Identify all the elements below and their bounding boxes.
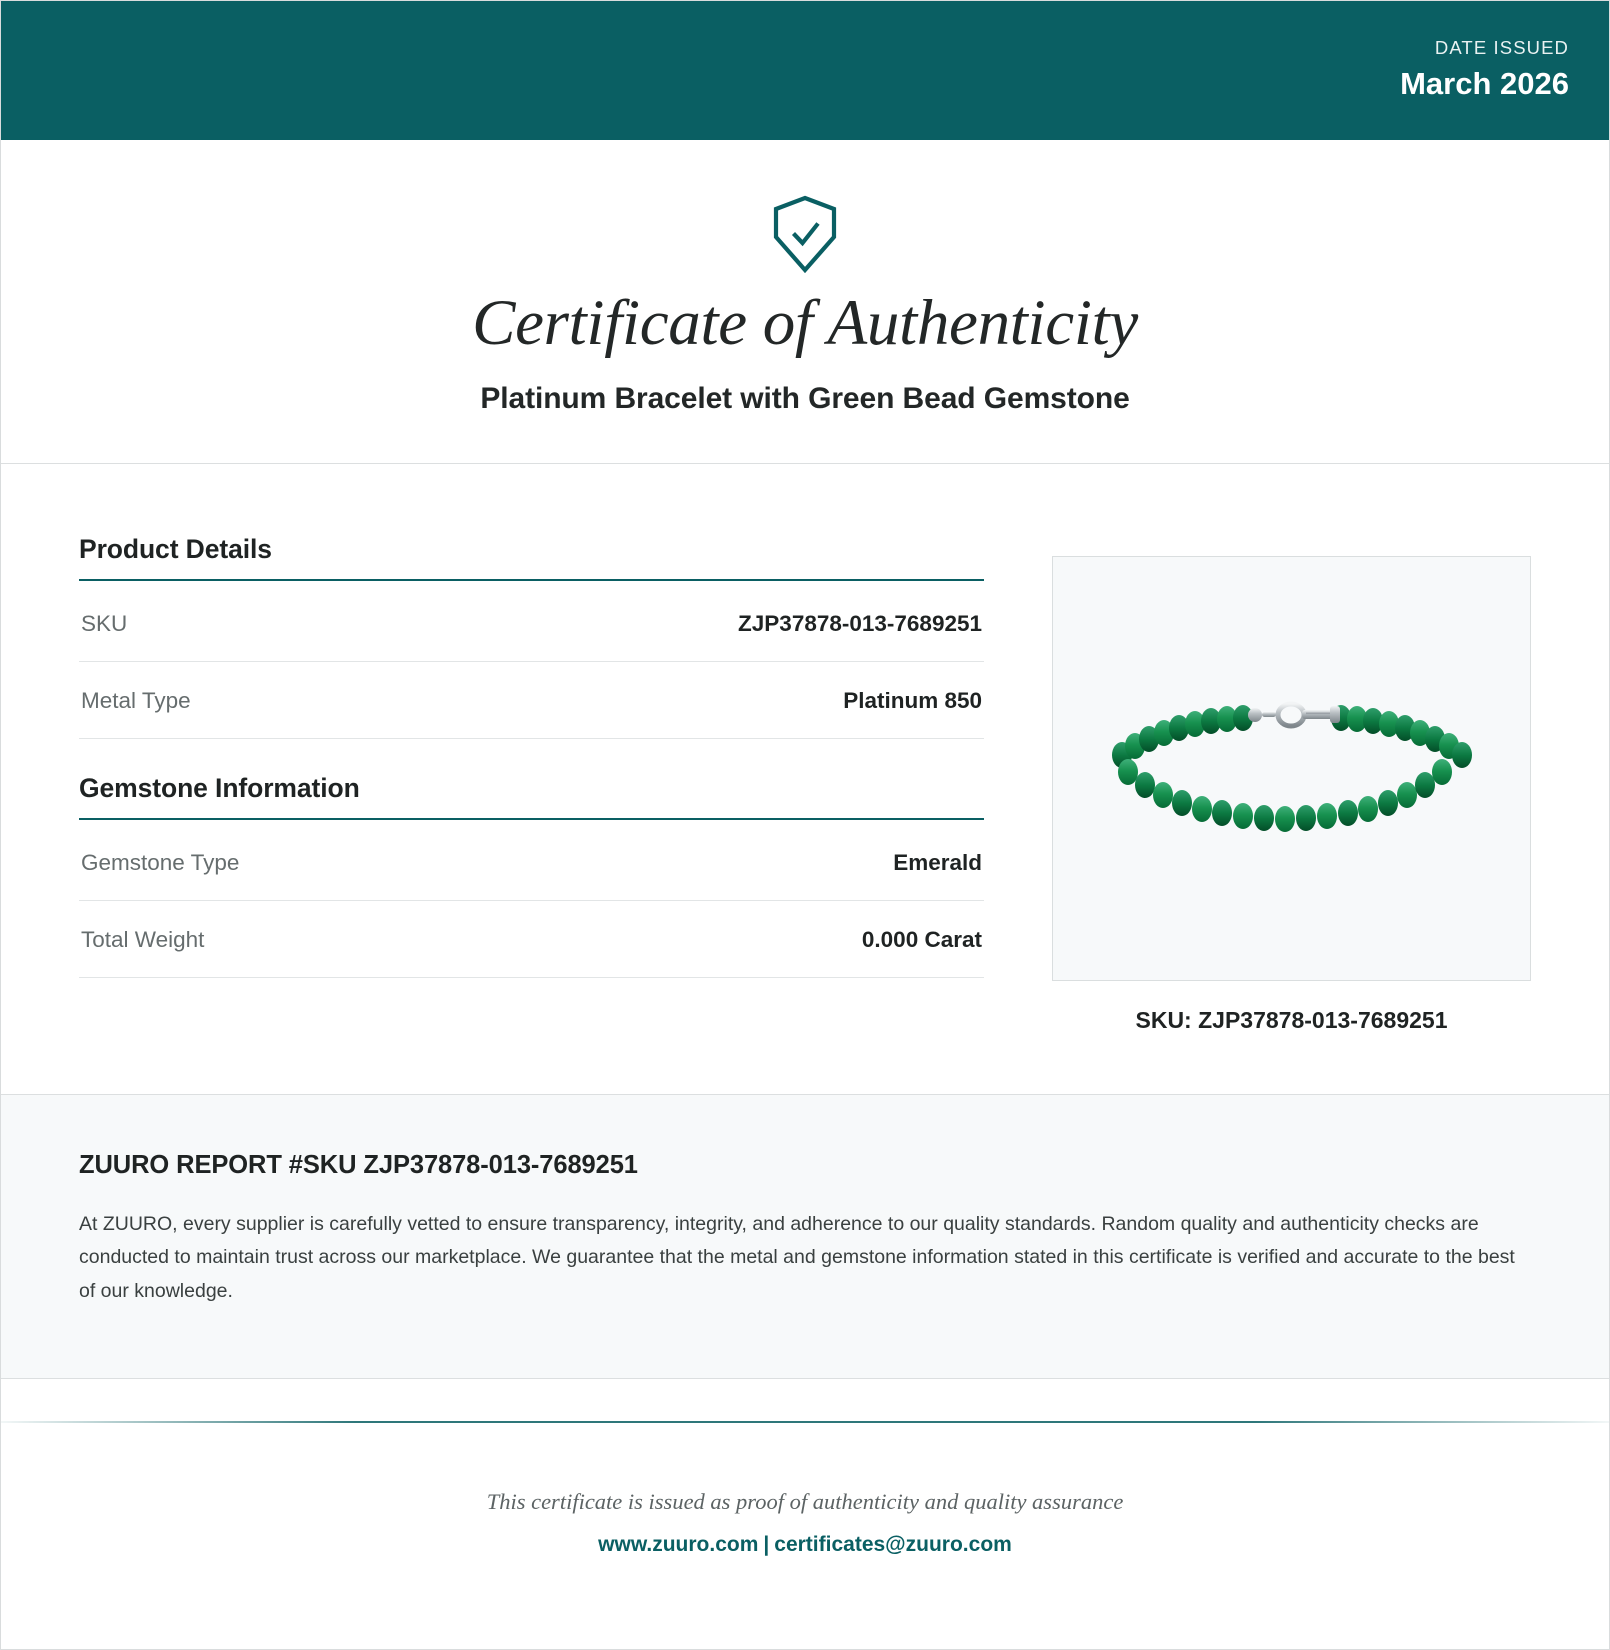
- report-title: ZUURO REPORT #SKU ZJP37878-013-7689251: [79, 1150, 638, 1179]
- certificate-body: [1, 464, 1609, 1095]
- product-image-column: [1052, 534, 1531, 1034]
- report-body-text: At ZUURO, every supplier is carefully vetted to ensure transparency, integrity, and adherence to our quality standards. Random quality and authenticity checks are conducted to maintain trust across our marketplace. We guarantee that the metal and gemstone information stated in this certificate is verified and accurate to the best of our knowledge.: [79, 1212, 1515, 1302]
- zuuro-report-section: [1, 1095, 1609, 1380]
- product-image-frame: [1052, 556, 1531, 981]
- title-block: [1, 140, 1609, 464]
- green-bead-bracelet-photo: [1102, 673, 1482, 863]
- details-column: [79, 534, 984, 978]
- table-row: [79, 662, 984, 739]
- gemstone-information-rule: [79, 818, 984, 820]
- spec-value-metal-type: Platinum 850: [843, 687, 982, 713]
- spec-label-total-weight: Total Weight: [81, 926, 205, 952]
- page-subtitle: Platinum Bracelet with Green Bead Gemstone: [480, 381, 1130, 415]
- spec-label-gemstone-type: Gemstone Type: [81, 849, 240, 875]
- gemstone-information-heading: Gemstone Information: [79, 772, 360, 803]
- shield-check-icon: [771, 195, 839, 273]
- table-row: [79, 901, 984, 978]
- gemstone-information-section: [79, 773, 984, 978]
- email-link[interactable]: certificates@zuuro.com: [774, 1533, 1012, 1557]
- date-issued-block: [1400, 37, 1569, 102]
- certificate-footer: [1, 1379, 1609, 1649]
- date-issued-label: DATE ISSUED: [1434, 37, 1569, 58]
- footer-tagline: This certificate is issued as proof of authenticity and quality assurance: [486, 1489, 1124, 1515]
- page-title: Certificate of Authenticity: [472, 287, 1138, 359]
- product-details-heading: Product Details: [79, 533, 272, 564]
- spec-label-metal-type: Metal Type: [81, 687, 191, 713]
- header-band: [1, 1, 1609, 140]
- table-row: [79, 585, 984, 662]
- product-image-caption: SKU: ZJP37878-013-7689251: [1135, 1006, 1448, 1033]
- table-row: [79, 824, 984, 901]
- website-link[interactable]: www.zuuro.com: [598, 1533, 759, 1557]
- spec-label-sku: SKU: [81, 610, 128, 636]
- footer-links: [1, 1533, 1609, 1557]
- product-details-rule: [79, 579, 984, 581]
- spec-value-gemstone-type: Emerald: [893, 849, 982, 875]
- spec-value-total-weight: 0.000 Carat: [861, 926, 982, 952]
- product-details-section: [79, 534, 984, 739]
- date-issued-value: March 2026: [1400, 66, 1569, 102]
- spec-value-sku: ZJP37878-013-7689251: [738, 610, 982, 636]
- footer-link-separator: |: [763, 1533, 770, 1557]
- bracelet-clasp: [1248, 704, 1340, 726]
